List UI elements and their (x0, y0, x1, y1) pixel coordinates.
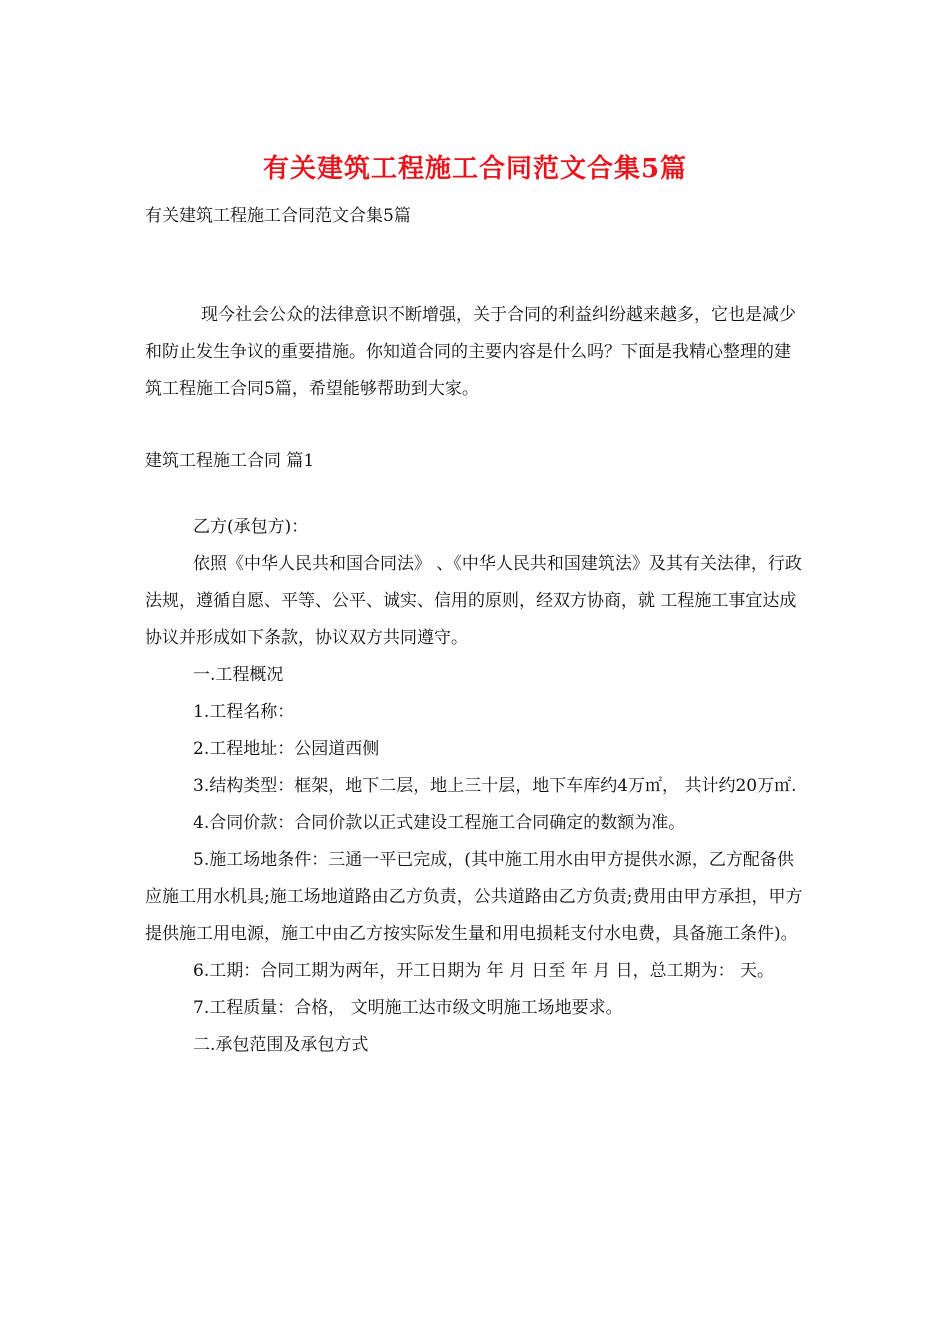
party-b-line: 乙方(承包方)： (193, 517, 309, 537)
contract-body (145, 509, 805, 1064)
clause-quality: 7.工程质量：合格， 文明施工达市级文明施工场地要求。 (193, 998, 623, 1018)
clause-structure-type: 3.结构类型：框架，地下二层，地上三十层，地下车库约4万㎡， 共计约20万㎡. (193, 776, 797, 796)
clause-project-name: 1.工程名称： (193, 702, 295, 722)
document-subtitle: 有关建筑工程施工合同范文合集5篇 (145, 206, 411, 226)
clause-contract-price: 4.合同价款：合同价款以正式建设工程施工合同确定的数额为准。 (193, 813, 686, 833)
section-title: 建筑工程施工合同 篇1 (145, 451, 315, 471)
section-heading-overview: 一.工程概况 (193, 665, 284, 685)
clause-project-address: 2.工程地址：公园道西侧 (193, 739, 380, 759)
section-heading-scope: 二.承包范围及承包方式 (193, 1035, 369, 1055)
clause-site-conditions: 5.施工场地条件：三通一平已完成，(其中施工用水由甲方提供水源，乙方配备供应施工用水机具;施工场地道路由乙方负责，公共道路由乙方负责;费用由甲方承担，甲方提供施工用电源，施工中由乙方按实际发生量和用电损耗支付水电费，具备施工条件)。 (145, 850, 803, 944)
preamble-paragraph: 依照《中华人民共和国合同法》 、《中华人民共和国建筑法》及其有关法律，行政法规，遵循自愿、平等、公平、诚实、信用的原则，经双方协商，就 工程施工事宜达成协议并形成如下条款，协议双方共同遵守。 (145, 554, 802, 648)
intro-paragraph: 现今社会公众的法律意识不断增强，关于合同的利益纠纷越来越多，它也是减少和防止发生争议的重要措施。你知道合同的主要内容是什么吗？下面是我精心整理的建筑工程施工合同5篇，希望能够帮助到大家。 (145, 305, 796, 399)
document-title: 有关建筑工程施工合同范文合集5篇 (262, 154, 688, 184)
clause-duration: 6.工期：合同工期为两年，开工日期为 年 月 日至 年 月 日，总工期为： 天。 (193, 961, 775, 981)
